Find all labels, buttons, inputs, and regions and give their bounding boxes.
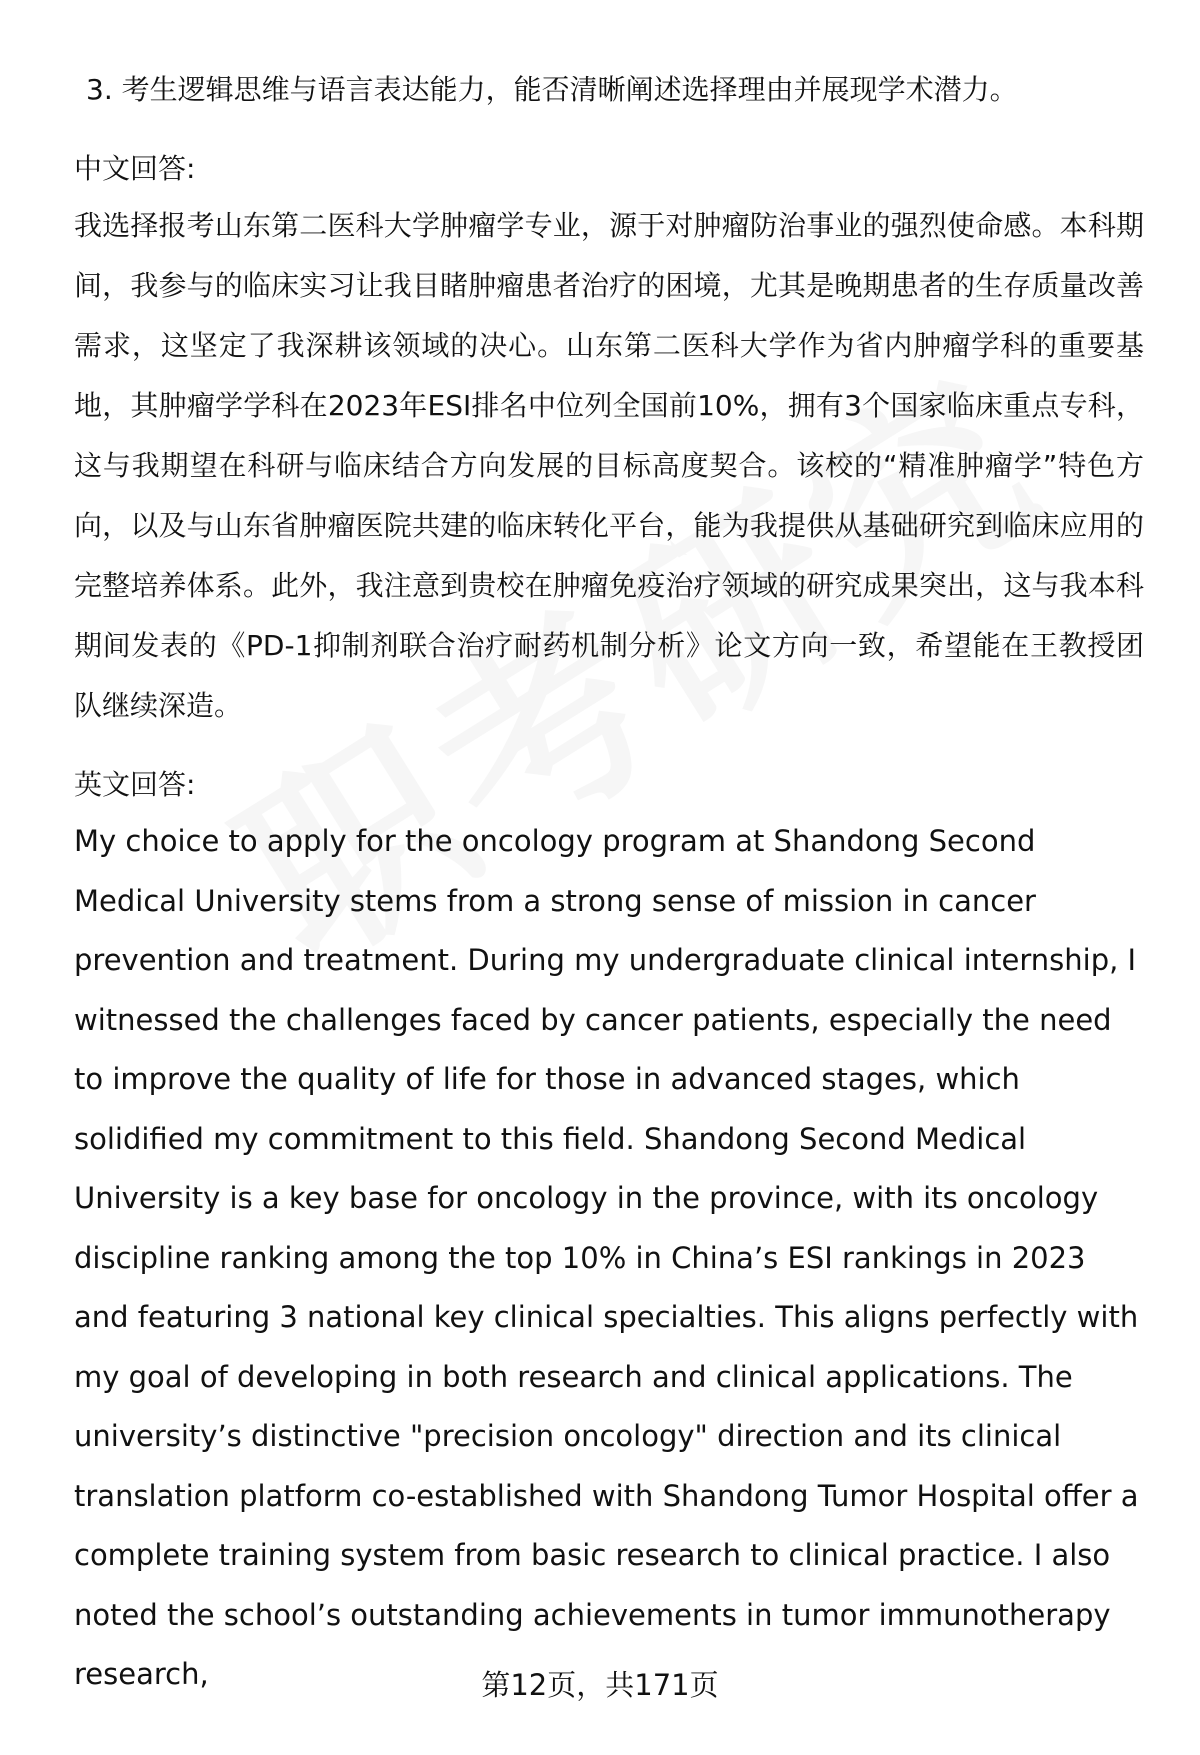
chinese-answer-label: 中文回答:: [74, 152, 196, 185]
chinese-answer-text: 我选择报考山东第二医科大学肿瘤学专业，源于对肿瘤防治事业的强烈使命感。本科期间，我参与的临床实习让我目睹肿瘤患者治疗的困境，尤其是晚期患者的生存质量改善需求，这坚定了我深耕该领域的决心。山东第二医科大学作为省内肿瘤学科的重要基地，其肿瘤学学科在2023年ESI排名中位列全国前10%，拥有3个国家临床重点专科，这与我期望在科研与临床结合方向发展的目标高度契合。该校的“精准肿瘤学”特色方向，以及与山东省肿瘤医院共建的临床转化平台，能为我提供从基础研究到临床应用的完整培养体系。此外，我注意到贵校在肿瘤免疫治疗领域的研究成果突出，这与我本科期间发表的《PD-1抑制剂联合治疗耐药机制分析》论文方向一致，希望能在王教授团队继续深造。: [74, 209, 1144, 722]
english-answer-label: 英文回答:: [74, 768, 196, 801]
document-body: [74, 60, 1144, 1705]
page-number: 第12页，共171页: [481, 1668, 719, 1702]
english-answer-text: My choice to apply for the oncology program at Shandong Second Medical University stems from a strong sense of mission in cancer prevention and treatment. During my undergraduate clinical internship, I witnessed the challenges faced by cancer patients, especially the need to improve the quality of life for those in advanced stages, which solidified my commitment to this field. Shandong Second Medical University is a key base for oncology in the province, with its oncology discipline ranking among the top 10% in China’s ESI rankings in 2023 and featuring 3 national key clinical specialties. This aligns perfectly with my goal of developing in both research and clinical applications. The university’s distinctive "precision oncology" direction and its clinical translation platform co-established with Shandong Tumor Hospital offer a complete training system from basic research to clinical practice. I also noted the school’s outstanding achievements in tumor immunotherapy research,: [74, 824, 1139, 1691]
question-item: 3. 考生逻辑思维与语言表达能力，能否清晰阐述选择理由并展现学术潜力。: [86, 73, 1018, 106]
